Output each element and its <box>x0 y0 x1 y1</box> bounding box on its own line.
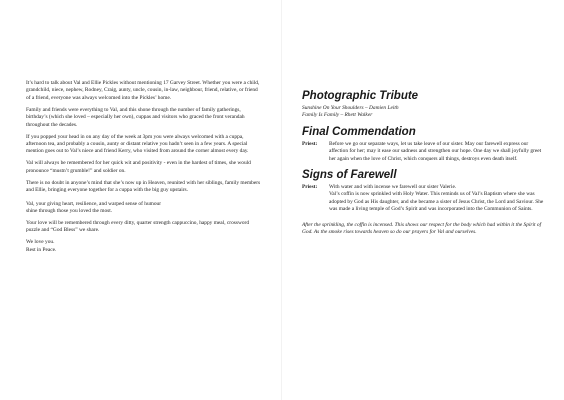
love-paragraph: Your love will be remembered through every ditty, quarter strength cappuccino, happy meal, crossword puzzle and “God Bless” we share. <box>26 220 250 234</box>
right-page <box>282 0 564 400</box>
commendation-text: Before we go our separate ways, let us take leave of our sister. May our farewell express our affection for her; may it ease our sadness and strengthen our hope. One day we shall joyfully greet her again when the love of Christ, which conquers all things, destroys even death itself. <box>329 140 542 162</box>
commendation-row <box>302 141 548 163</box>
poem <box>26 201 262 216</box>
tribute-heading: Photographic Tribute <box>302 90 419 102</box>
eulogy-text <box>26 80 262 259</box>
commendation-heading: Final Commendation <box>302 125 416 138</box>
eulogy-paragraph-3: If you popped your head in on any day of the week at 3pm you were always welcomed with a cuppa, afternoon tea, and probably a cousin, aunty or distant relative you hadn’t seen in a few years. A special mention goes out to Val’s niece and friend Kerry, who visited from around the corner almost every day. <box>26 133 249 155</box>
signoff <box>26 239 262 254</box>
order-of-service <box>302 90 548 242</box>
farewell-text <box>329 184 548 214</box>
eulogy-paragraph-1: It’s hard to talk about Val and Ellie Pickles without mentioning 17 Garvey Street. Whether you were a child, grandchild, niece, nephew, Rodney, Craig, aunty, uncle, cousin, in-law, neighbour, friend, relative, or friend of a friend, everyone was always welcomed into the Pickles’ home. <box>26 80 260 101</box>
eulogy-paragraph-5: There is no doubt in anyone’s mind that she’s now up in Heaven, reunited with her siblings, family members and Ellie, bringing everyone together for a cuppa with the big guy upstairs. <box>26 179 261 194</box>
farewell-role: Priest: <box>302 184 318 191</box>
eulogy-paragraph-2: Family and friends were everything to Val, and this shone through the number of family gatherings, birthday’s (which she loved – especially her own), cuppas and visitors who graced the front verandah throughout the decades. <box>26 106 245 128</box>
eulogy-paragraph-4: Val will always be remembered for her quick wit and positivity - even in the hardest of times, she would pronounce “mustn’t grumble!” and soldier on. <box>26 160 251 174</box>
farewell-row <box>302 184 548 214</box>
poem-line-2: shine through those you loved the most. <box>26 208 113 215</box>
poem-line-1: Val, your giving heart, resilience, and warped sense of humour <box>26 200 162 207</box>
farewell-line-2: Val’s coffin is now sprinkled with Holy Water. This reminds us of Val’s Baptism where she was adopted by God as His daughter, and she became a sister of Jesus Christ, the Lord and Saviour. She was made a living temple of God’s Spirit and was incorporated into the Communion of Saints. <box>329 191 544 213</box>
signoff-line-1: We love you. <box>26 239 55 246</box>
farewell-heading: Signs of Farewell <box>302 169 397 182</box>
commendation-role: Priest: <box>302 140 318 147</box>
signoff-line-2: Rest in Peace. <box>26 246 57 253</box>
closing-text: After the sprinkling, the coffin is incensed. This shows our respect for the body which had within it the Spirit of God. As the smoke rises towards heaven so do our prayers for Val and ourselves. <box>302 221 542 236</box>
farewell-line-1: With water and with incense we farewell our sister Valerie. <box>329 184 457 191</box>
tribute-song-2: Family Is Family – Rhett Walker <box>302 112 373 119</box>
tribute-song-1: Sunshine On Your Shoulders – Damien Leith <box>302 105 399 111</box>
